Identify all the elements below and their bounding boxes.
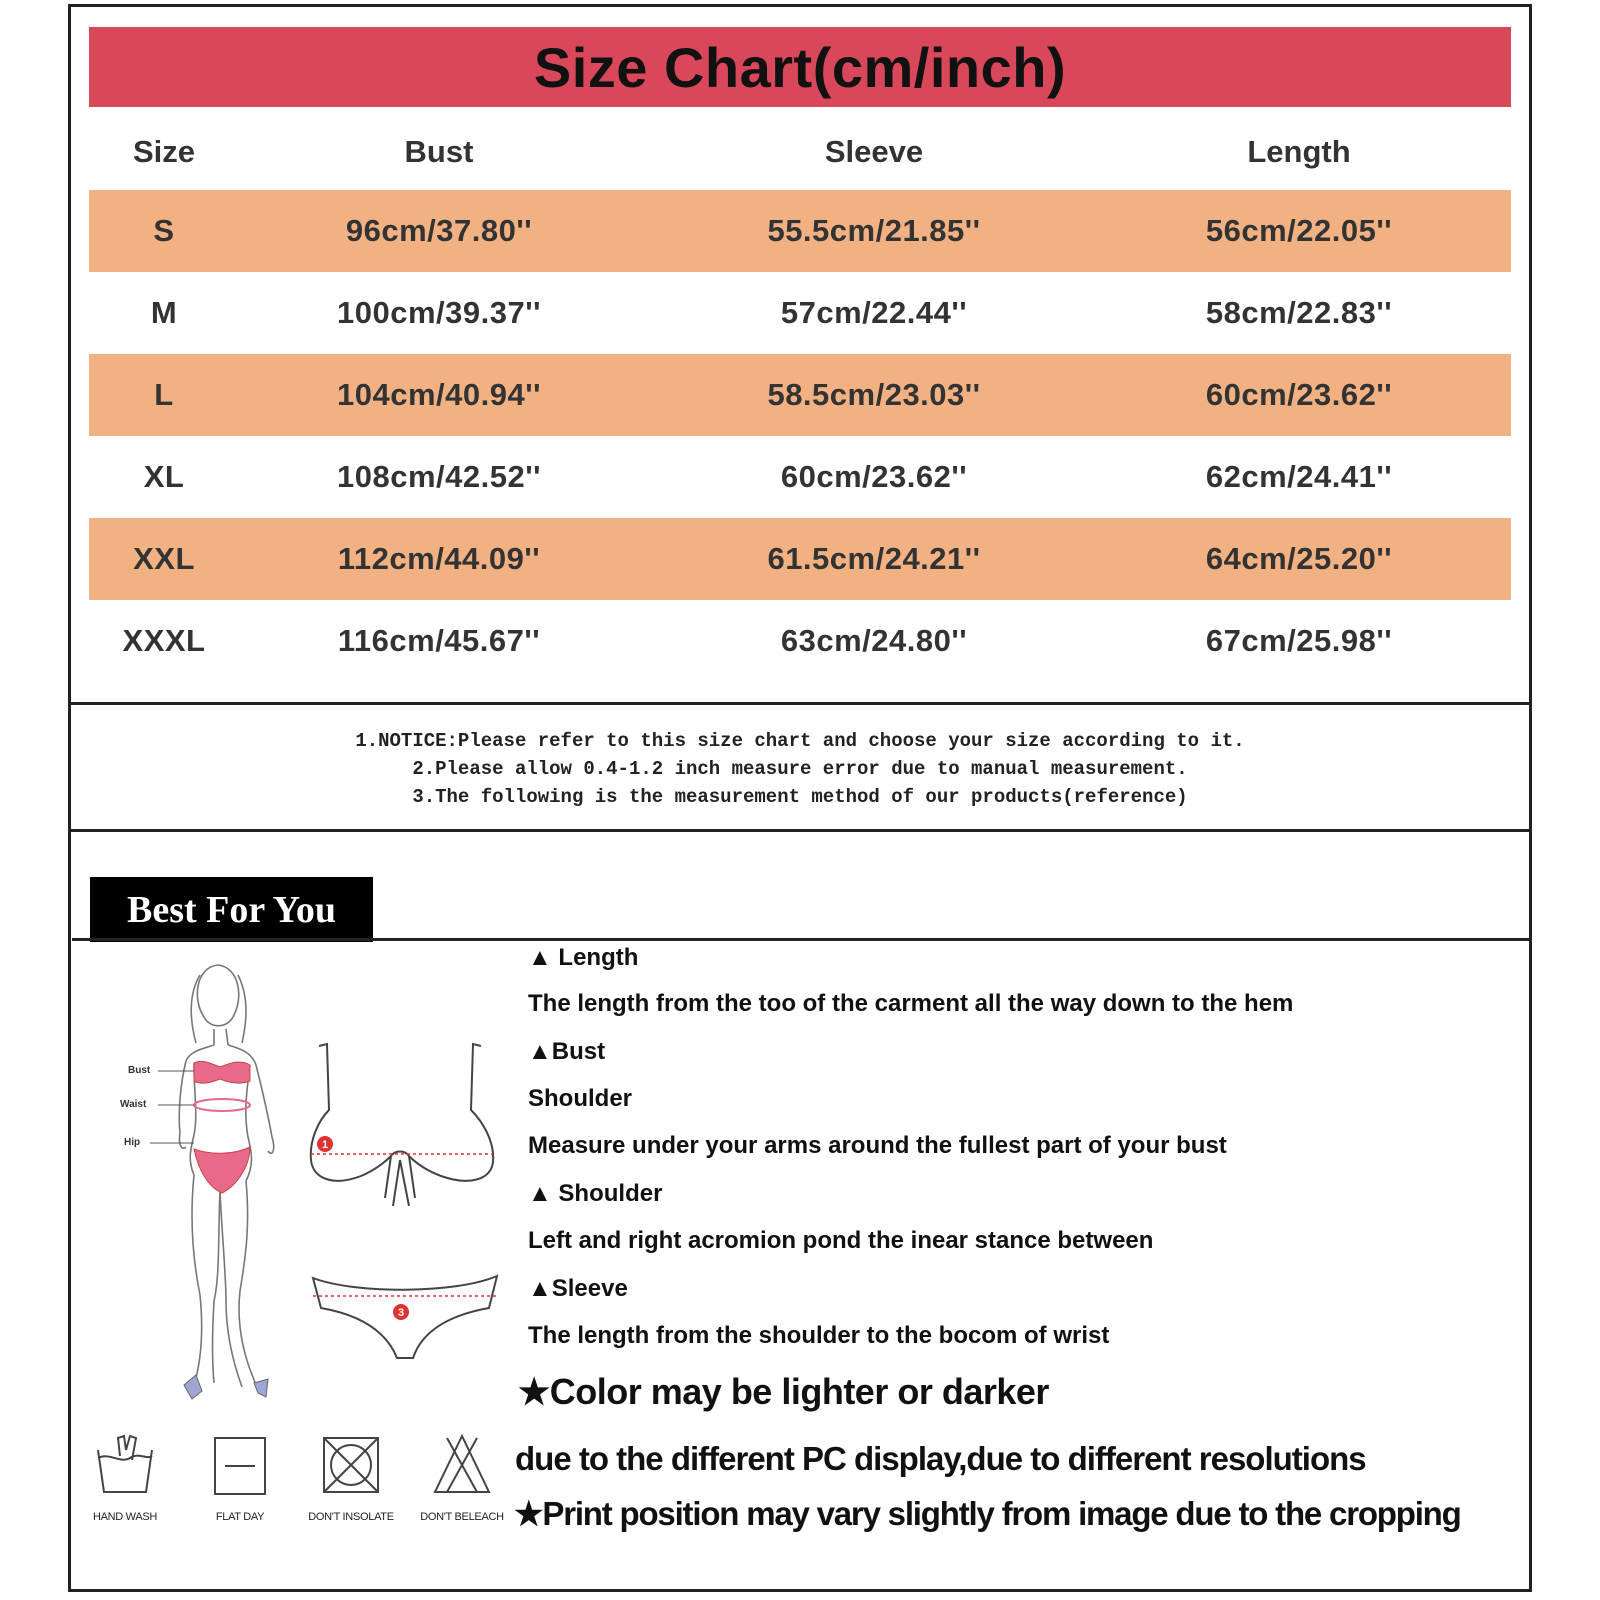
desc-line: Left and right acromion pond the inear stance between (528, 1227, 1154, 1254)
sleeve-cell: 60cm/23.62'' (780, 459, 968, 494)
best-for-you-tab: Best For You (90, 877, 373, 942)
desc-line: ▲Sleeve (528, 1275, 628, 1302)
care-item (296, 1430, 406, 1523)
divider (68, 702, 1532, 705)
care-label: HAND WASH (92, 1511, 158, 1523)
table-row (89, 190, 1511, 272)
print-note: ★Print position may vary slightly from image due to the cropping (514, 1495, 1461, 1532)
sleeve-cell: 58.5cm/23.03'' (767, 377, 981, 412)
desc-line: Measure under your arms around the fullest part of your bust (528, 1132, 1227, 1159)
table-row (89, 518, 1511, 600)
care-label: DON'T INSOLATE (308, 1511, 394, 1523)
sleeve-cell: 63cm/24.80'' (780, 623, 968, 658)
care-item (70, 1430, 180, 1523)
notice-line: 3.The following is the measurement method of our products(reference) (412, 786, 1188, 808)
bust-cell: 116cm/45.67'' (337, 623, 541, 658)
title-bar (89, 27, 1511, 107)
bust-cell: 100cm/39.37'' (337, 295, 541, 330)
marker-one-label: 1 (321, 1139, 329, 1151)
size-cell: XL (143, 459, 185, 494)
notice-line: 2.Please allow 0.4-1.2 inch measure error due to manual measurement. (412, 758, 1188, 780)
size-cell: L (154, 377, 174, 412)
desc-line: Shoulder (528, 1085, 633, 1112)
bust-label: Bust (128, 1065, 151, 1076)
desc-line: The length from the too of the carment all the way down to the hem (528, 990, 1294, 1017)
care-label: DON'T BELEACH (420, 1511, 504, 1523)
do-not-bleach-icon (427, 1430, 497, 1500)
panty-diagram (305, 1268, 505, 1368)
desc-line: ▲ Shoulder (528, 1180, 663, 1207)
bust-cell: 96cm/37.80'' (345, 213, 533, 248)
care-item (185, 1430, 295, 1523)
best-rule (72, 938, 1530, 941)
size-cell: M (150, 295, 178, 330)
length-cell: 67cm/25.98'' (1205, 623, 1393, 658)
hip-label: Hip (124, 1137, 141, 1148)
table-row (89, 354, 1511, 436)
length-cell: 62cm/24.41'' (1205, 459, 1393, 494)
display-note: due to the different PC display,due to different resolutions (515, 1440, 1366, 1477)
waist-label: Waist (120, 1099, 147, 1110)
size-cell: XXL (133, 541, 195, 576)
care-label: FLAT DAY (215, 1511, 265, 1523)
table-row (89, 272, 1511, 354)
length-cell: 64cm/25.20'' (1205, 541, 1393, 576)
flat-dry-icon (205, 1430, 275, 1500)
page-title: Size Chart(cm/inch) (533, 35, 1067, 99)
size-cell: XXXL (122, 623, 206, 658)
sleeve-cell: 61.5cm/24.21'' (767, 541, 981, 576)
length-cell: 56cm/22.05'' (1205, 213, 1393, 248)
hand-wash-icon (90, 1430, 160, 1500)
bra-diagram (305, 1040, 505, 1220)
marker-three-label: 3 (397, 1307, 405, 1319)
table-row (89, 600, 1511, 682)
notice-block (71, 727, 1529, 811)
woman-figure-illustration (110, 955, 300, 1415)
do-not-tumble-dry-icon (316, 1430, 386, 1500)
header-bust: Bust (404, 134, 474, 169)
bust-cell: 108cm/42.52'' (337, 459, 541, 494)
divider (68, 829, 1532, 832)
notice-line: 1.NOTICE:Please refer to this size chart and choose your size according to it. (355, 730, 1245, 752)
header-size: Size (132, 134, 196, 169)
length-cell: 60cm/23.62'' (1205, 377, 1393, 412)
desc-line: ▲Bust (528, 1038, 606, 1065)
desc-line: ▲ Length (528, 944, 639, 971)
color-note: ★Color may be lighter or darker (518, 1371, 1049, 1412)
bust-cell: 104cm/40.94'' (337, 377, 541, 412)
table-row (89, 436, 1511, 518)
bust-cell: 112cm/44.09'' (337, 541, 541, 576)
header-length: Length (1247, 134, 1351, 169)
care-item (407, 1430, 517, 1523)
sleeve-cell: 55.5cm/21.85'' (767, 213, 981, 248)
sleeve-cell: 57cm/22.44'' (780, 295, 968, 330)
header-sleeve: Sleeve (824, 134, 924, 169)
length-cell: 58cm/22.83'' (1205, 295, 1393, 330)
size-cell: S (153, 213, 175, 248)
desc-line: The length from the shoulder to the bocom of wrist (528, 1322, 1110, 1349)
